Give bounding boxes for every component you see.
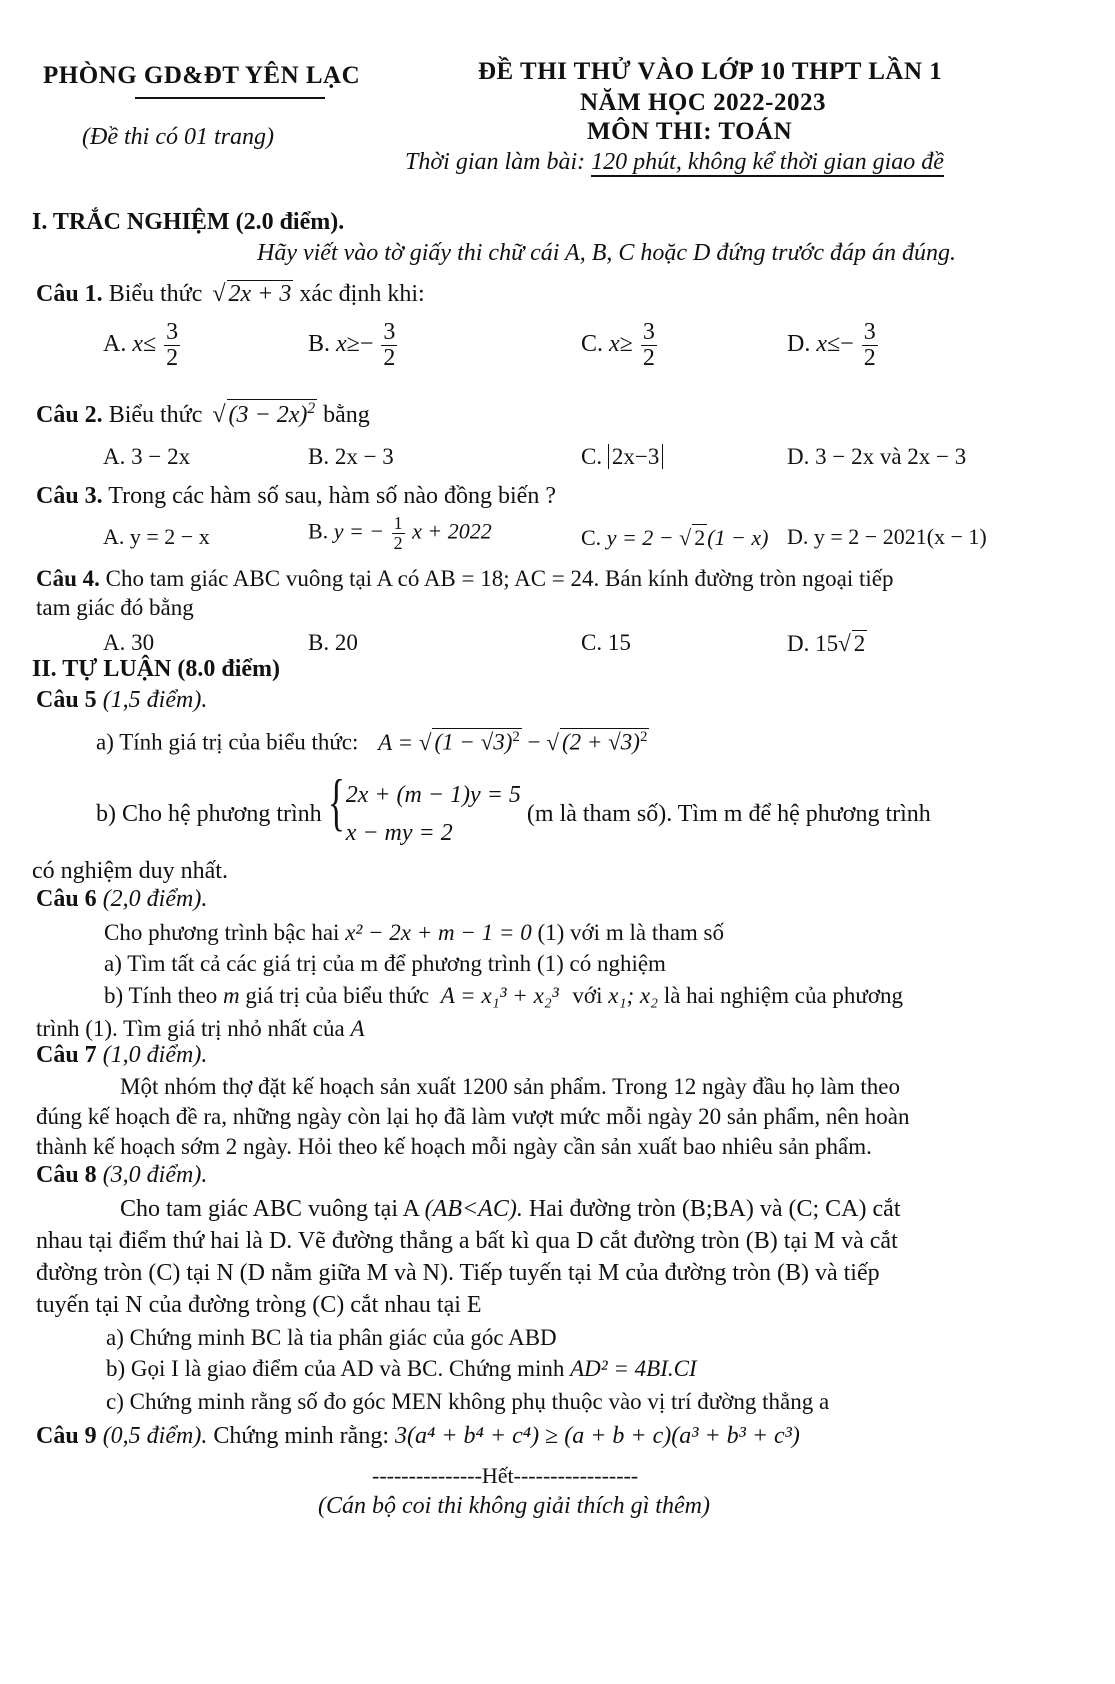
q1-option-d xyxy=(787,320,880,371)
q2-exp: 2 xyxy=(307,400,316,417)
q6-b-m: m xyxy=(223,983,240,1008)
footer-note: (Cán bộ coi thi không giải thích gì thêm) xyxy=(318,1493,710,1519)
part2-title-text: II. TỰ LUẬN (8.0 điểm) xyxy=(32,656,281,682)
q6-b-expr: A = x₁³ + x₂³ xyxy=(440,983,559,1008)
q4-option-d: D. 15√ 2 xyxy=(787,631,866,656)
q1-option-c xyxy=(581,320,659,371)
q6-intro-eq: x² − 2x + m − 1 = 0 xyxy=(345,920,532,945)
q5-a-text: a) Tính giá trị của biểu thức: xyxy=(96,729,359,755)
q4-d-label: D. 15 xyxy=(787,631,839,656)
q4-d-root: 2 xyxy=(853,631,866,656)
q2-label: Câu 2. xyxy=(36,402,103,428)
q6-b xyxy=(104,983,903,1009)
q2-option-b: B. 2x − 3 xyxy=(308,444,394,469)
q1-a-label: A. xyxy=(103,331,127,358)
q3-label: Câu 3. xyxy=(36,483,103,509)
q3-b-den: 2 xyxy=(393,532,403,553)
question-3 xyxy=(36,483,556,510)
q2-option-a: A. 3 − 2x xyxy=(103,444,191,469)
q7-line1: Một nhóm thợ đặt kế hoạch sản xuất 1200 sản phẩm. Trong 12 ngày đầu họ làm theo xyxy=(120,1074,901,1099)
q5-a-expr1: (1 − √3) xyxy=(434,729,513,755)
q7-line3: thành kế hoạch sớm 2 ngày. Hỏi theo kế hoạch mỗi ngày cần sản xuất bao nhiêu sản phẩm. xyxy=(36,1134,872,1159)
question-9 xyxy=(36,1423,800,1450)
q5-points: (1,5 điểm). xyxy=(102,687,208,713)
q9-label: Câu 9 xyxy=(36,1423,97,1449)
time-prefix: Thời gian làm bài: xyxy=(405,149,592,175)
q7-line2: đúng kế hoạch đề ra, những ngày còn lại họ đã làm vượt mức mỗi ngày 20 sản phẩm, nên hoàn xyxy=(36,1104,910,1129)
q6-intro-post: (1) với m là tham số xyxy=(537,920,725,945)
q5-a-pre: A = xyxy=(378,729,414,755)
q1-text-after: xác định khi: xyxy=(299,281,425,307)
q7-points: (1,0 điểm). xyxy=(102,1042,208,1068)
q4-text-line2: tam giác đó bằng xyxy=(36,595,194,620)
q5-a-sq1: 2 xyxy=(512,729,520,745)
time-info xyxy=(405,149,944,176)
q6-a: a) Tìm tất cả các giá trị của m để phương trình (1) có nghiệm xyxy=(104,951,666,976)
q3-b-pre: y = − xyxy=(333,518,385,544)
q8-line2: nhau tại điểm thứ hai là D. Vẽ đường thẳng a bất kì qua D cắt đường tròn (B) tại M và cắt xyxy=(36,1228,898,1254)
q2-text-after: bằng xyxy=(323,402,370,428)
q1-a-le: ≤ xyxy=(143,331,157,358)
time-main: 120 phút, không kể thời gian giao đề xyxy=(591,149,944,175)
q9-points: (0,5 điểm). xyxy=(102,1423,208,1449)
q1-d-x: x xyxy=(816,331,827,358)
q1-b-x: x xyxy=(336,331,347,358)
q1-b-ge: ≥ xyxy=(346,331,360,358)
q1-b-minus: − xyxy=(359,331,374,358)
q2-option-c xyxy=(581,444,663,470)
q1-c-label: C. xyxy=(581,331,604,358)
q1-d-frac xyxy=(862,320,878,371)
school-year: NĂM HỌC 2022-2023 xyxy=(580,89,826,116)
q1-b-label: B. xyxy=(308,331,331,358)
q8-b xyxy=(106,1356,697,1382)
q9-expr: 3(a⁴ + b⁴ + c⁴) ≥ (a + b + c)(a³ + b³ + c³) xyxy=(395,1423,800,1449)
question-1: Câu 1. Biểu thức √ 2x + 3 xác định khi: xyxy=(36,281,425,307)
q1-d-label: D. xyxy=(787,331,811,358)
q8-label: Câu 8 xyxy=(36,1162,97,1188)
q1-c-x: x xyxy=(609,331,620,358)
q1-text: Biểu thức xyxy=(108,281,203,307)
q8-b-pre: b) Gọi I là giao điểm của AD và BC. Chứng minh xyxy=(106,1356,565,1381)
q6-label: Câu 6 xyxy=(36,886,97,912)
q6-b-mid: giá trị của biểu thức xyxy=(245,983,430,1008)
q3-b-label: B. xyxy=(308,518,329,544)
part1-title-text: I. TRẮC NGHIỆM (2.0 điểm). xyxy=(32,209,345,235)
q4-option-a: A. 30 xyxy=(103,630,155,655)
question-6 xyxy=(36,886,207,913)
q5-b-text: b) Cho hệ phương trình xyxy=(96,800,322,827)
question-5 xyxy=(36,687,207,714)
q5-a-mid: − xyxy=(527,729,541,755)
q5-b-eq2: x − my = 2 xyxy=(345,820,453,847)
part1-title xyxy=(32,209,344,236)
q1-c-den: 2 xyxy=(642,345,655,372)
question-7 xyxy=(36,1042,207,1069)
q8-line1-post: Hai đường tròn (B;BA) và (C; CA) cắt xyxy=(528,1196,901,1222)
q1-d-den: 2 xyxy=(863,345,876,372)
q5-b-after: (m là tham số). Tìm m để hệ phương trình xyxy=(526,800,931,827)
q4-option-c: C. 15 xyxy=(581,630,631,655)
q1-d-minus: − xyxy=(840,331,854,358)
q8-line3: đường tròn (C) tại N (D nằm giữa M và N). Tiếp tuyến tại M của đường tròn (B) và tiếp xyxy=(36,1260,880,1286)
subject: MÔN THI: TOÁN xyxy=(587,118,793,145)
q8-points: (3,0 điểm). xyxy=(102,1162,208,1188)
q5-a-expr2: (2 + √3) xyxy=(561,729,640,755)
question-8 xyxy=(36,1162,207,1189)
q4-label: Câu 4. xyxy=(36,566,100,591)
q6-intro xyxy=(104,920,724,946)
q5-a-sq2: 2 xyxy=(639,729,648,745)
q1-b-frac xyxy=(381,320,397,371)
q3-c-label: C. xyxy=(581,525,602,550)
q9-text: Chứng minh rằng: xyxy=(213,1423,389,1449)
part1-instruction: Hãy viết vào tờ giấy thi chữ cái A, B, C hoặc D đứng trước đáp án đúng. xyxy=(257,240,956,266)
end-marker: ---------------Hết----------------- xyxy=(372,1463,639,1488)
q1-c-num: 3 xyxy=(642,319,655,345)
header-org-underline xyxy=(135,97,325,99)
q6-intro-pre: Cho phương trình bậc hai xyxy=(104,920,340,945)
q1-a-x: x xyxy=(132,331,143,358)
q3-option-a: A. y = 2 − x xyxy=(103,524,210,549)
q6-b-roots: x₁; x₂ xyxy=(608,983,659,1008)
q1-b-den: 2 xyxy=(383,345,396,372)
q4-option-b: B. 20 xyxy=(308,630,358,655)
q8-a: a) Chứng minh BC là tia phân giác của góc ABD xyxy=(106,1325,557,1350)
q1-a-frac xyxy=(164,320,180,371)
q3-option-b xyxy=(308,514,492,553)
question-2: Câu 2. Biểu thức √ $(3 - 2x)^2$ bằng xyxy=(36,400,370,428)
q1-label: Câu 1. xyxy=(36,281,103,307)
q3-text: Trong các hàm số sau, hàm số nào đồng biến ? xyxy=(108,483,556,509)
q2-option-d: D. 3 − 2x và 2x − 3 xyxy=(787,444,967,469)
q5-b xyxy=(96,766,931,853)
q6-points: (2,0 điểm). xyxy=(102,886,208,912)
q8-line4: tuyến tại N của đường tròng (C) cắt nhau tại E xyxy=(36,1292,482,1318)
q3-b-frac xyxy=(392,514,405,553)
q2-text: Biểu thức xyxy=(108,402,203,428)
q8-b-expr: AD² = 4BI.CI xyxy=(570,1356,697,1381)
q1-expr: 2x + 3 xyxy=(228,281,292,307)
q2-c-label: C. xyxy=(581,444,603,469)
q8-line1-cond: (AB<AC). xyxy=(424,1196,523,1222)
q3-c-pre: y = 2 − xyxy=(606,525,674,550)
q5-a: a) Tính giá trị của biểu thức: A = √ $(1 - √3)^2$ − √ $(2 + √3)^2$ xyxy=(96,729,648,755)
q5-b-eq1: 2x + (m − 1)y = 5 xyxy=(345,782,521,808)
q2-c-expr: 2x−3 xyxy=(608,444,663,469)
q6-b-line2-pre: trình (1). Tìm giá trị nhỏ nhất của xyxy=(36,1016,345,1041)
q1-a-num: 3 xyxy=(166,319,179,345)
q2-expr: (3 − 2x) xyxy=(228,402,308,428)
q1-d-num: 3 xyxy=(863,319,876,345)
q1-option-a xyxy=(103,320,182,371)
q3-b-post: x + 2022 xyxy=(412,518,492,544)
q3-b-num: 1 xyxy=(393,513,403,533)
q6-b-line2-a: A xyxy=(350,1016,365,1041)
q6-b-post: là hai nghiệm của phương xyxy=(663,983,904,1008)
q5-b-line2: có nghiệm duy nhất. xyxy=(32,858,228,884)
q1-b-num: 3 xyxy=(383,319,396,345)
q7-label: Câu 7 xyxy=(36,1042,97,1068)
q1-c-frac xyxy=(641,320,657,371)
header-note: (Đề thi có 01 trang) xyxy=(82,124,274,150)
q3-option-d: D. y = 2 − 2021(x − 1) xyxy=(787,524,987,549)
q5-b-system xyxy=(327,766,521,853)
q1-d-le: ≤ xyxy=(827,331,841,358)
exam-title: ĐỀ THI THỬ VÀO LỚP 10 THPT LẦN 1 xyxy=(478,58,943,85)
question-4 xyxy=(36,566,894,592)
q6-b-with: với xyxy=(572,983,603,1008)
q5-b-brace: { xyxy=(327,766,345,837)
q6-b-line2 xyxy=(36,1016,365,1042)
q3-c-post: (1 − x) xyxy=(707,525,769,550)
part2-title xyxy=(32,656,280,683)
q5-label: Câu 5 xyxy=(36,687,97,713)
q4-text-line1: Cho tam giác ABC vuông tại A có AB = 18; AC = 24. Bán kính đường tròn ngoại tiếp xyxy=(105,566,894,591)
q3-c-root: 2 xyxy=(694,525,706,550)
q8-line1-pre: Cho tam giác ABC vuông tại A xyxy=(120,1196,419,1222)
q3-option-c: C. y = 2 − √ 2(1 − x) xyxy=(581,525,769,550)
header-org: PHÒNG GD&ĐT YÊN LẠC xyxy=(43,62,361,89)
q1-c-ge: ≥ xyxy=(619,331,633,358)
q1-option-b xyxy=(308,320,399,371)
q8-line1 xyxy=(120,1196,900,1223)
q8-c: c) Chứng minh rằng số đo góc MEN không phụ thuộc vào vị trí đường thẳng a xyxy=(106,1389,830,1414)
q1-a-den: 2 xyxy=(166,345,179,372)
q6-b-pre: b) Tính theo xyxy=(104,983,218,1008)
